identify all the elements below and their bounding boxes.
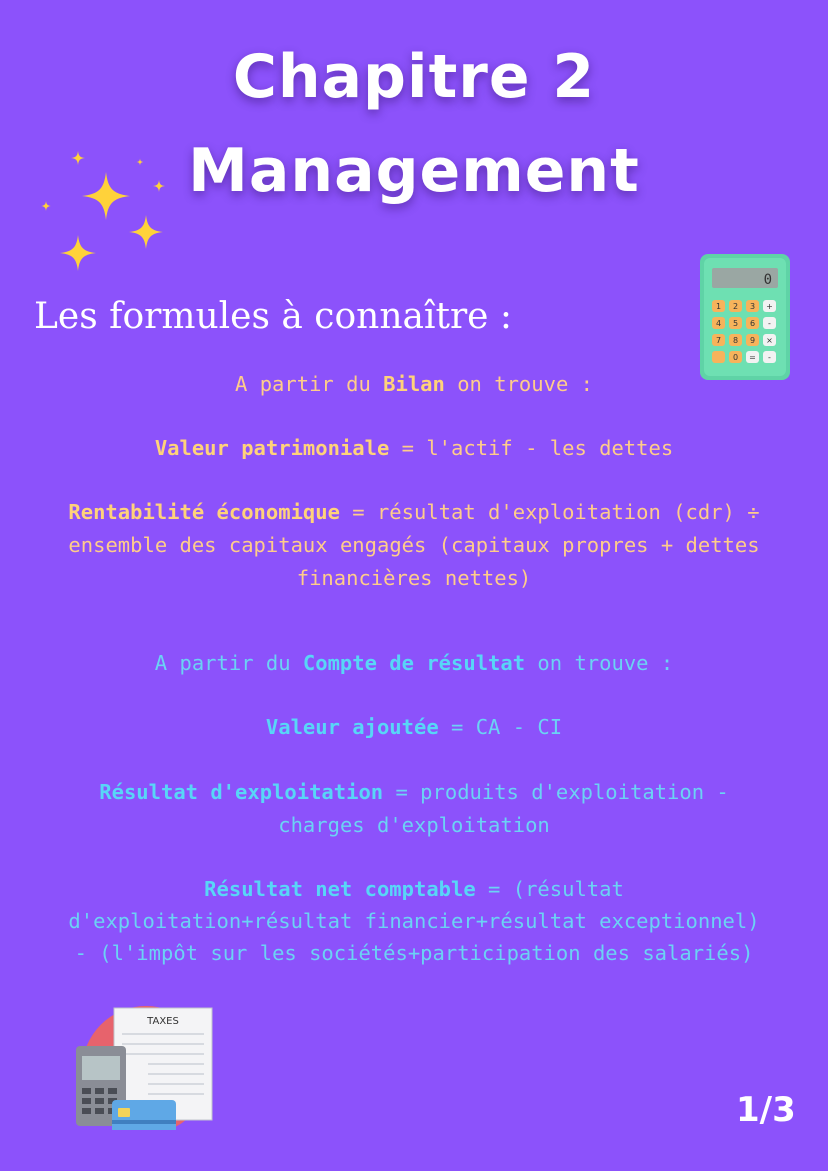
calculator-key-label: + — [766, 302, 773, 311]
title-line-2: Management — [188, 136, 640, 206]
calculator-key-label: - — [768, 353, 771, 362]
calculator-key-label: 1 — [715, 302, 722, 311]
formula-valeur-ajoutee: Valeur ajoutée = CA - CI — [265, 715, 563, 739]
sparkles-icon — [36, 148, 176, 278]
formula-resultat-net-line-3: - (l'impôt sur les sociétés+participation des salariés) — [74, 941, 754, 965]
page-number: 1/3 — [736, 1090, 796, 1130]
calculator-key-label: 4 — [715, 319, 722, 328]
calculator-key-label: 9 — [749, 336, 756, 345]
calculator-key-label: 3 — [749, 302, 756, 311]
formula-resultat-exploitation-line-2: charges d'exploitation — [278, 813, 550, 837]
calculator-key-label: 5 — [732, 319, 739, 328]
title-line-1: Chapitre 2 — [232, 42, 596, 112]
formula-rentabilite-line-2: ensemble des capitaux engagés (capitaux propres + dettes — [68, 533, 760, 557]
calculator-key-label: 7 — [715, 336, 722, 345]
calculator-key-label: - — [768, 319, 771, 328]
calculator-key-label: = — [749, 353, 756, 362]
section-subtitle: Les formules à connaître : — [34, 296, 513, 337]
calculator-key-label: × — [766, 336, 773, 345]
calculator-key-label: 6 — [749, 319, 756, 328]
bilan-intro: A partir du Bilan on trouve : — [235, 372, 593, 396]
calculator-key-label: 8 — [732, 336, 739, 345]
formula-resultat-exploitation-line-1: Résultat d'exploitation = produits d'exploitation - — [99, 780, 729, 804]
calculator-icon — [700, 254, 790, 380]
cdr-intro: A partir du Compte de résultat on trouve : — [154, 651, 674, 675]
formula-rentabilite-line-1: Rentabilité économique = résultat d'exploitation (cdr) ÷ — [68, 500, 760, 524]
calculator-display: 0 — [763, 272, 772, 288]
formula-valeur-patrimoniale: Valeur patrimoniale = l'actif - les dettes — [154, 436, 674, 460]
taxes-label: TAXES — [147, 1016, 179, 1027]
formula-resultat-net-line-1: Résultat net comptable = (résultat — [204, 877, 624, 901]
formula-rentabilite-line-3: financières nettes) — [296, 566, 532, 590]
taxes-illustration-icon — [68, 1000, 228, 1130]
formula-resultat-net-line-2: d'exploitation+résultat financier+résultat exceptionnel) — [68, 909, 760, 933]
calculator-key-label: 2 — [732, 302, 739, 311]
calculator-key-label: 0 — [732, 353, 739, 362]
calculator-key — [712, 351, 725, 363]
